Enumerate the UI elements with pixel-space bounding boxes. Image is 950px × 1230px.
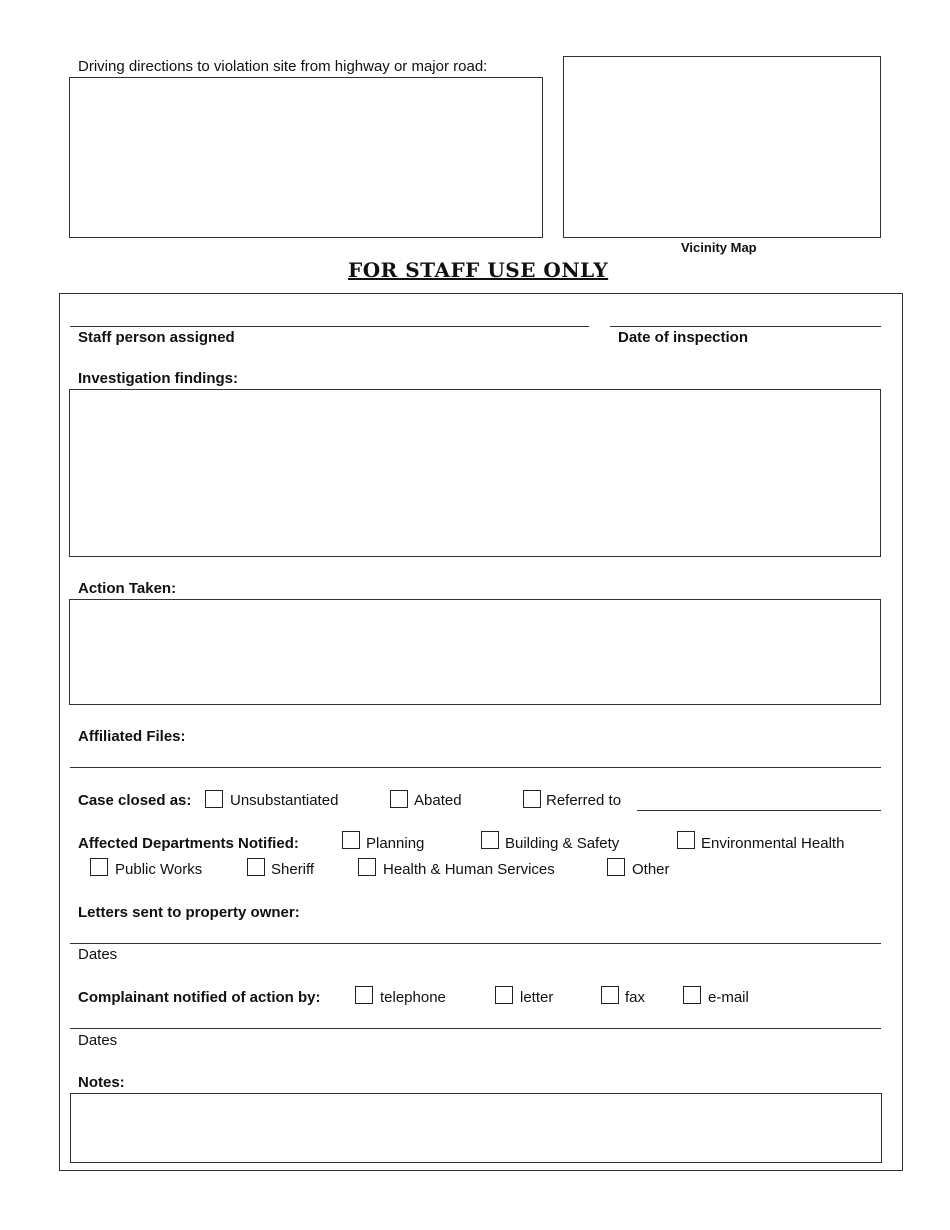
staff-person-label: Staff person assigned: [78, 329, 235, 346]
sheriff-checkbox[interactable]: [247, 858, 265, 876]
other-label: Other: [632, 861, 670, 878]
abated-label: Abated: [414, 792, 462, 809]
referred-to-label: Referred to: [546, 792, 622, 809]
email-checkbox[interactable]: [683, 986, 701, 1004]
environmental-health-label: Environmental Health: [701, 835, 845, 852]
complainant-line[interactable]: [70, 1028, 881, 1029]
complainant-label: Complainant notified of action by:: [78, 989, 321, 1006]
telephone-label: telephone: [380, 989, 446, 1006]
staff-person-line[interactable]: [70, 326, 589, 327]
notes-label: Notes:: [78, 1074, 125, 1091]
planning-checkbox[interactable]: [342, 831, 360, 849]
building-safety-label: Building & Safety: [505, 835, 620, 852]
vicinity-map-box[interactable]: [563, 56, 881, 238]
public-works-checkbox[interactable]: [90, 858, 108, 876]
unsubstantiated-checkbox[interactable]: [205, 790, 223, 808]
health-human-services-checkbox[interactable]: [358, 858, 376, 876]
departments-label: Affected Departments Notified:: [78, 835, 299, 852]
letter-checkbox[interactable]: [495, 986, 513, 1004]
letter-label: letter: [520, 989, 554, 1006]
letters-line[interactable]: [70, 943, 881, 944]
health-human-services-label: Health & Human Services: [383, 861, 555, 878]
sheriff-label: Sheriff: [271, 861, 315, 878]
affiliated-label: Affiliated Files:: [78, 728, 186, 745]
fax-label: fax: [625, 989, 646, 1006]
referred-to-line[interactable]: [637, 810, 881, 811]
affiliated-line[interactable]: [70, 767, 881, 768]
fax-checkbox[interactable]: [601, 986, 619, 1004]
planning-label: Planning: [366, 835, 425, 852]
date-inspection-line[interactable]: [610, 326, 881, 327]
action-label: Action Taken:: [78, 580, 177, 597]
vicinity-map-label: Vicinity Map: [681, 240, 757, 255]
case-closed-label: Case closed as:: [78, 792, 192, 809]
dates-label-complainant: Dates: [78, 1032, 118, 1049]
public-works-label: Public Works: [115, 861, 203, 878]
directions-textarea[interactable]: [69, 77, 543, 238]
notes-textarea[interactable]: [70, 1093, 882, 1163]
findings-textarea[interactable]: [69, 389, 881, 557]
action-textarea[interactable]: [69, 599, 881, 705]
directions-label: Driving directions to violation site from highway or major road:: [78, 58, 488, 75]
findings-label: Investigation findings:: [78, 370, 238, 387]
abated-checkbox[interactable]: [390, 790, 408, 808]
unsubstantiated-label: Unsubstantiated: [230, 792, 339, 809]
staff-use-title: FOR STAFF USE ONLY: [348, 258, 609, 282]
dates-label-letters: Dates: [78, 946, 118, 963]
environmental-health-checkbox[interactable]: [677, 831, 695, 849]
letters-label: Letters sent to property owner:: [78, 904, 300, 921]
date-inspection-label: Date of inspection: [618, 329, 749, 346]
building-safety-checkbox[interactable]: [481, 831, 499, 849]
referred-to-checkbox[interactable]: [523, 790, 541, 808]
email-label: e-mail: [708, 989, 749, 1006]
telephone-checkbox[interactable]: [355, 986, 373, 1004]
other-checkbox[interactable]: [607, 858, 625, 876]
